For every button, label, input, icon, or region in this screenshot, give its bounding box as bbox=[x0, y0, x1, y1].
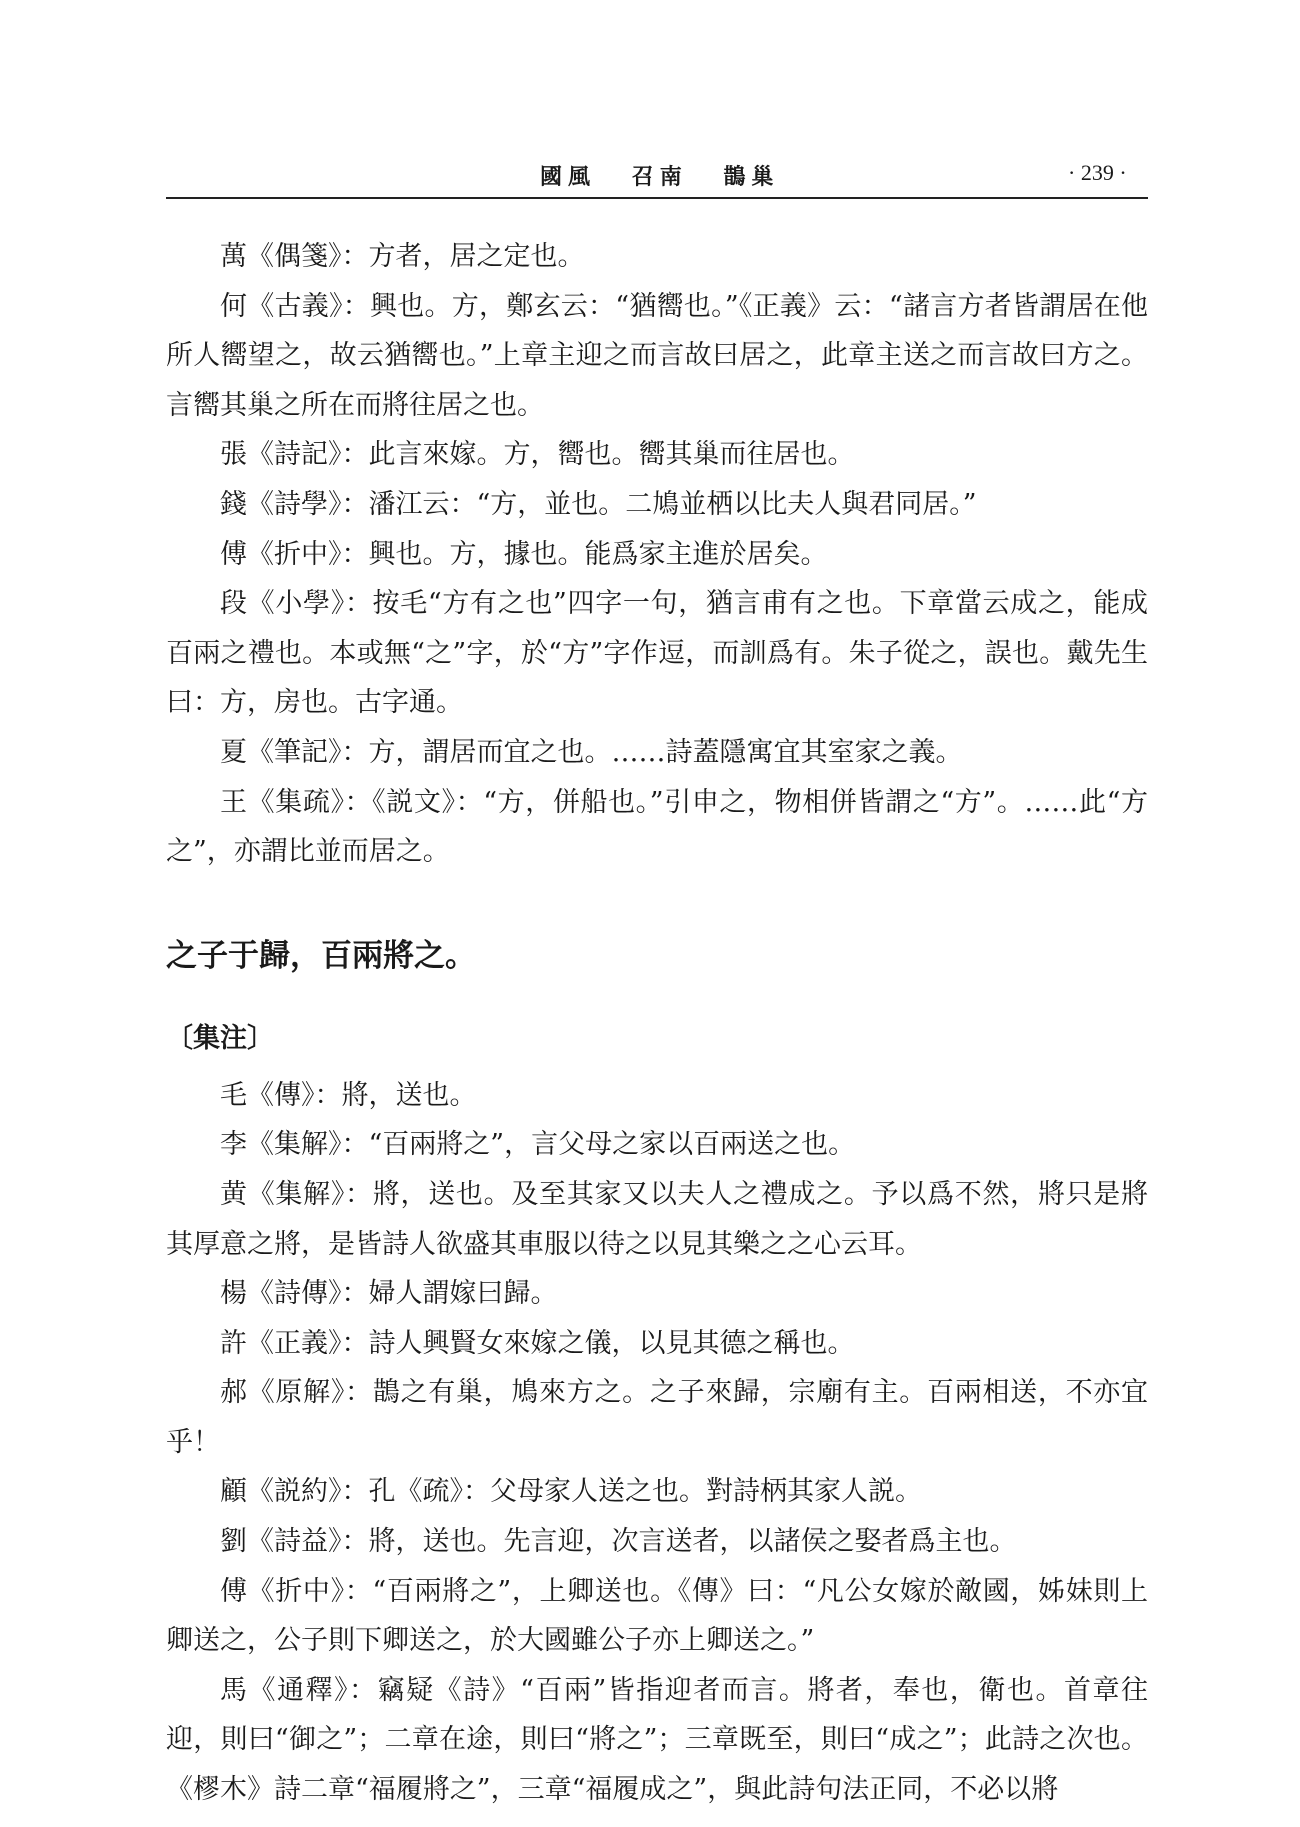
running-title-part: 召南 bbox=[631, 164, 688, 190]
commentary-paragraph: 段《小學》：按毛“方有之也”四字一句，猶言甫有之也。下章當云成之，能成百兩之禮也。本或無“之”字，於“方”字作逗，而訓爲有。朱子從之，誤也。戴先生曰：方，房也。古字通。 bbox=[166, 588, 1148, 719]
note-paragraph: 毛《傳》：將，送也。 bbox=[220, 1079, 477, 1111]
note-paragraph: 李《集解》：“百兩將之”，言父母之家以百兩送之也。 bbox=[220, 1129, 856, 1161]
section-label: 〔集注〕 bbox=[166, 1022, 274, 1054]
header-rule bbox=[166, 197, 1148, 199]
note-paragraph: 黄《集解》：將，送也。及至其家又以夫人之禮成之。予以爲不然，將只是將其厚意之將，是皆詩人欲盛其車服以待之以見其樂之之心云耳。 bbox=[166, 1178, 1148, 1260]
commentary-paragraph: 傅《折中》：興也。方，據也。能爲家主進於居矣。 bbox=[220, 538, 828, 570]
running-title-part: 鵲巢 bbox=[723, 164, 780, 190]
note-paragraph: 顧《説約》：孔《疏》：父母家人送之也。對詩柄其家人説。 bbox=[220, 1476, 922, 1508]
commentary-paragraph: 錢《詩學》：潘江云：“方，並也。二鳩並栖以比夫人與君同居。” bbox=[220, 488, 977, 520]
commentary-paragraph: 夏《筆記》：方，謂居而宜之也。……詩蓋隱寓宜其室家之義。 bbox=[220, 736, 963, 768]
note-paragraph: 楊《詩傳》：婦人謂嫁曰歸。 bbox=[220, 1278, 558, 1310]
running-title-part: 國風 bbox=[540, 164, 597, 190]
commentary-paragraph: 何《古義》：興也。方，鄭玄云：“猶嚮也。”《正義》云：“諸言方者皆謂居在他所人嚮望之，故云猶嚮也。”上章主迎之而言故曰居之，此章主送之而言故曰方之。言嚮其巢之所在而將往居之也。 bbox=[166, 290, 1148, 421]
note-paragraph: 許《正義》：詩人興賢女來嫁之儀，以見其德之稱也。 bbox=[220, 1327, 855, 1359]
note-paragraph: 郝《原解》：鵲之有巢，鳩來方之。之子來歸，宗廟有主。百兩相送，不亦宜乎！ bbox=[166, 1377, 1148, 1458]
commentary-paragraph: 王《集疏》：《説文》：“方，併船也。”引申之，物相併皆謂之“方”。……此“方之”，亦謂比並而居之。 bbox=[166, 786, 1148, 868]
body-text bbox=[166, 232, 1148, 1815]
page-header bbox=[0, 160, 1300, 200]
note-paragraph: 傅《折中》：“百兩將之”，上卿送也。《傳》曰：“凡公女嫁於敵國，姊妹則上卿送之，公子則下卿送之，於大國雖公子亦上卿送之。” bbox=[166, 1575, 1148, 1657]
note-paragraph: 劉《詩益》：將，送也。先言迎，次言送者，以諸侯之娶者爲主也。 bbox=[220, 1526, 1017, 1558]
note-paragraph: 馬《通釋》：竊疑《詩》“百兩”皆指迎者而言。將者，奉也，衛也。首章往迎，則曰“御之”；二章在途，則曰“將之”；三章既至，則曰“成之”；此詩之次也。《樛木》詩二章“福履將之”，三章“福履成之”，與此詩句法正同，不必以將 bbox=[166, 1674, 1148, 1806]
verse-heading: 之子于歸，百兩將之。 bbox=[166, 937, 476, 974]
running-title bbox=[540, 160, 801, 191]
page-number: · 239 · bbox=[1068, 160, 1127, 185]
commentary-paragraph: 張《詩記》：此言來嫁。方，嚮也。嚮其巢而往居也。 bbox=[220, 439, 855, 471]
commentary-paragraph: 萬《偶箋》：方者，居之定也。 bbox=[220, 241, 585, 272]
